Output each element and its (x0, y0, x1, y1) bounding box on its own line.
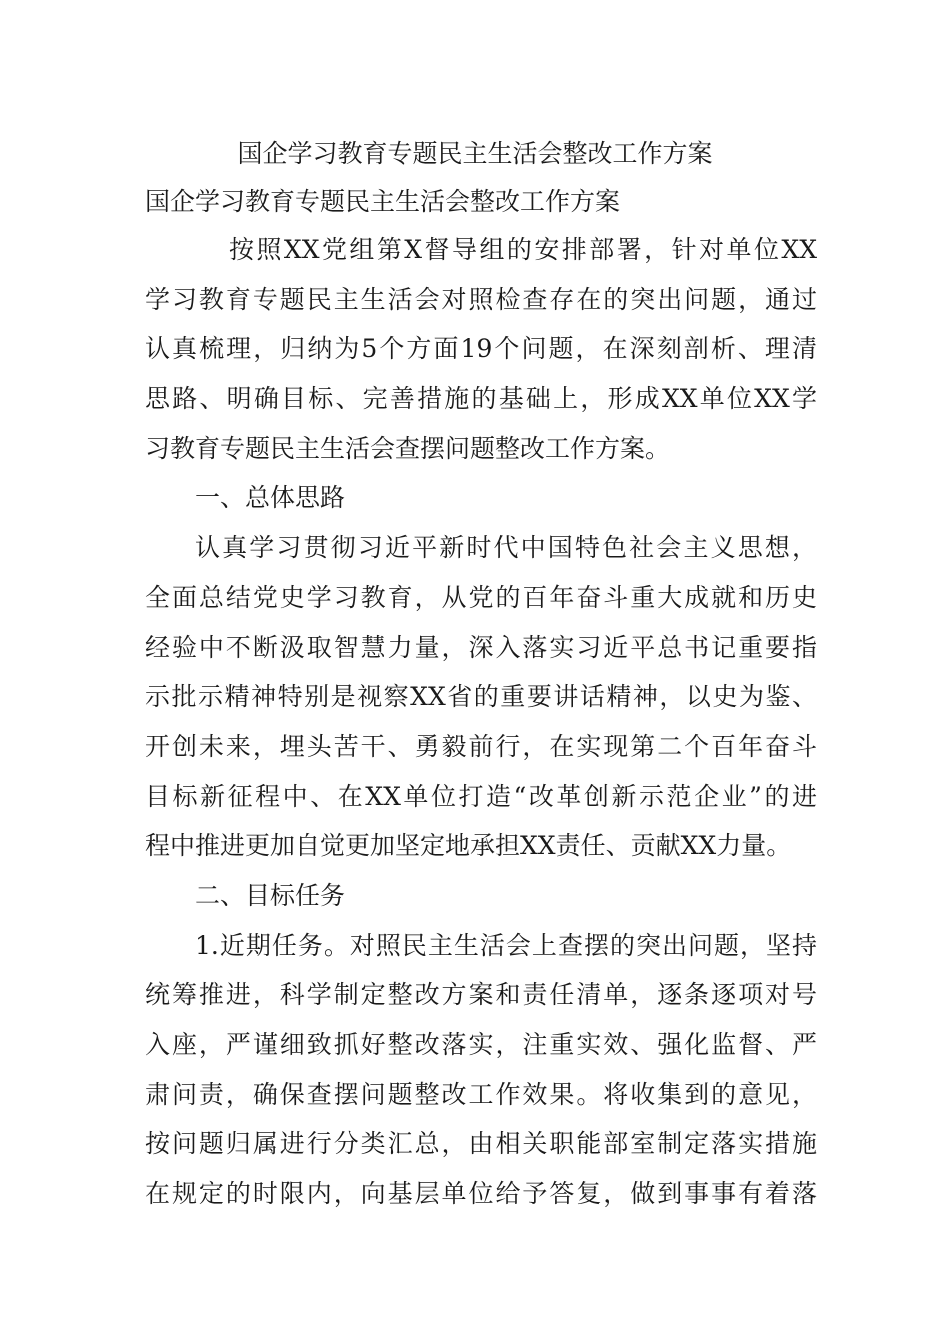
paragraph-line: 统筹推进，科学制定整改方案和责任清单，逐条逐项对号 (145, 980, 817, 1010)
paragraph-line: 程中推进更加自觉更加坚定地承担XX责任、贡献XX力量。 (145, 831, 792, 861)
paragraph-line: 肃问责，确保查摆问题整改工作效果。将收集到的意见， (145, 1079, 817, 1109)
paragraph-line: 思路、明确目标、完善措施的基础上，形成XX单位XX学 (145, 384, 817, 414)
section-heading: 一、总体思路 (195, 483, 346, 513)
paragraph-line: 按照XX党组第X督导组的安排部署，针对单位XX (229, 235, 817, 264)
paragraph-line: 在规定的时限内，向基层单位给予答复，做到事事有着落 (145, 1179, 817, 1209)
paragraph-line: 经验中不断汲取智慧力量，深入落实习近平总书记重要指 (145, 632, 817, 662)
paragraph-line: 示批示精神特别是视察XX省的重要讲话精神，以史为鉴、 (145, 682, 817, 712)
paragraph-line: 入座，严谨细致抓好整改落实，注重实效、强化监督、严 (145, 1030, 817, 1059)
paragraph-line: 1.近期任务。对照民主生活会上查摆的突出问题，坚持 (195, 930, 817, 960)
paragraph-line: 开创未来，埋头苦干、勇毅前行，在实现第二个百年奋斗 (145, 731, 817, 761)
paragraph-line: 认真学习贯彻习近平新时代中国特色社会主义思想， (195, 533, 817, 563)
section-heading: 二、目标任务 (195, 880, 346, 910)
paragraph-line: 按问题归属进行分类汇总，由相关职能部室制定落实措施 (145, 1129, 817, 1159)
paragraph-line: 认真梳理，归纳为5个方面19个问题，在深刻剖析、理清 (145, 334, 817, 364)
paragraph-line: 习教育专题民主生活会查摆问题整改工作方案。 (145, 433, 671, 463)
paragraph-line: 目标新征程中、在XX单位打造“改革创新示范企业”的进 (145, 781, 817, 811)
document-title: 国企学习教育专题民主生活会整改工作方案 (237, 139, 713, 168)
paragraph-line: 学习教育专题民主生活会对照检查存在的突出问题，通过 (145, 284, 817, 314)
paragraph-line: 全面总结党史学习教育，从党的百年奋斗重大成就和历史 (145, 582, 817, 612)
document-subtitle: 国企学习教育专题民主生活会整改工作方案 (145, 187, 621, 216)
document-body (145, 225, 817, 1219)
